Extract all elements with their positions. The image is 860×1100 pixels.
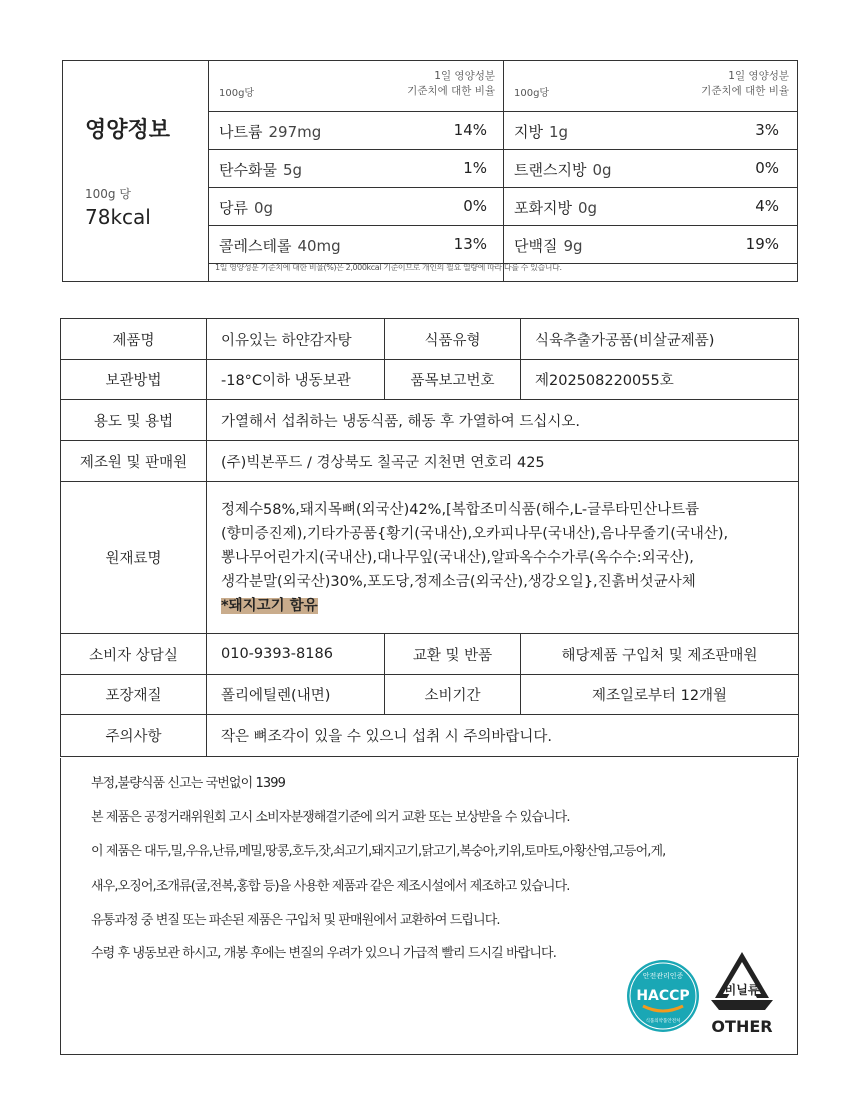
table-row [61,400,799,441]
nutrition-column-left [209,61,504,281]
column-header [209,61,503,112]
table-row [61,715,799,757]
caution: 작은 뼈조각이 있을 수 있으니 섭취 시 주의바랍니다. [207,715,799,757]
svg-text:비닐류: 비닐류 [724,983,760,997]
product-name: 이유있는 하얀감자탕 [207,319,385,360]
ingredients-line: (향미증진제),기타가공품{황기(국내산),오카피나무(국내산),음나무줄기(국내산), [221,525,729,542]
consumer-phone: 010-9393-8186 [207,634,385,675]
storage: -18°C이하 냉동보관 [207,360,385,400]
allergen-highlight: *돼지고기 함유 [221,597,318,614]
column-dv-label: 1일 영양성분 기준치에 대한 비율 [701,70,789,97]
ingredients-line: 생각분말(외국산)30%,포도당,정제소금(외국산),생강오일},진흙버섯균사체 [221,573,696,590]
food-type-label: 식품유형 [385,319,521,360]
table-row [61,634,799,675]
food-type: 식육추출가공품(비살균제품) [521,319,799,360]
notice-line: 수령 후 냉동보관 하시고, 개봉 후에는 변질의 우려가 있으니 가급적 빨리 드시길 바랍니다. [91,946,556,961]
ingredients-line: 정제수58%,돼지목뼈(외국산)42%,[복합조미식품(해수,L-글루타민산나트륨 [221,501,700,518]
consumer-label: 소비자 상담실 [61,634,207,675]
svg-text:안전관리인증: 안전관리인증 [642,972,684,980]
nutrient-row: 지방 1g 3% [504,112,797,150]
nutrition-column-right [504,61,797,281]
exchange: 해당제품 구입처 및 제조판매원 [521,634,799,675]
recycle-icon [707,948,777,1038]
notice-line: 새우,오징어,조개류(굴,전복,홍합 등)을 사용한 제품과 같은 제조시설에서 제조하고 있습니다. [91,879,570,894]
haccp-logo [625,958,701,1034]
nutrition-title: 영양정보 [85,118,171,143]
report-number: 제202508220055호 [521,360,799,400]
exchange-label: 교환 및 반품 [385,634,521,675]
table-row [61,482,799,634]
caution-label: 주의사항 [61,715,207,757]
product-name-label: 제품명 [61,319,207,360]
report-number-label: 품목보고번호 [385,360,521,400]
notice-line: 이 제품은 대두,밀,우유,난류,메밀,땅콩,호두,잣,쇠고기,돼지고기,닭고기,복숭아,키위,토마토,아황산염,고등어,게, [91,844,666,859]
nutrient-row: 트랜스지방 0g 0% [504,150,797,188]
table-row [61,441,799,482]
shelf-life-label: 소비기간 [385,675,521,715]
svg-text:OTHER: OTHER [711,1017,773,1036]
ingredients-line: 뽕나무어린가지(국내산),대나무잎(국내산),알파옥수수가루(옥수수:외국산), [221,549,694,566]
maker-label: 제조원 및 판매원 [61,441,207,482]
nutrient-row: 포화지방 0g 4% [504,188,797,226]
notice-line: 본 제품은 공정거래위원회 고시 소비자분쟁해결기준에 의거 교환 또는 보상받을 수 있습니다. [91,810,570,825]
ingredients-label: 원재료명 [61,482,207,634]
nutrient-row: 당류 0g 0% [209,188,503,226]
nutrient-row: 나트륨 297mg 14% [209,112,503,150]
calories: 78kcal [85,205,151,229]
nutrition-facts-box [62,60,798,282]
nutrition-footnote: 1일 영양성분 기준치에 대한 비율(%)은 2,000kcal 기준이므로 개인의 필요 열량에 따라 다를 수 있습니다. [215,263,562,272]
nutrient-row: 탄수화물 5g 1% [209,150,503,188]
column-per-label: 100g당 [514,88,550,99]
shelf-life: 제조일로부터 12개월 [521,675,799,715]
packaging-label: 포장재질 [61,675,207,715]
packaging: 폴리에틸렌(내면) [207,675,385,715]
svg-text:HACCP: HACCP [636,988,690,1004]
column-dv-label: 1일 영양성분 기준치에 대한 비율 [407,70,495,97]
serving-size: 100g 당 [85,187,131,201]
nutrient-row: 단백질 9g 19% [504,226,797,264]
usage: 가열해서 섭취하는 냉동식품, 해동 후 가열하여 드십시오. [207,400,799,441]
column-per-label: 100g당 [219,88,255,99]
product-info-table [60,318,799,757]
maker: (주)빅본푸드 / 경상북도 칠곡군 지천면 연호리 425 [207,441,799,482]
notice-line: 유통과정 중 변질 또는 파손된 제품은 구입처 및 판매원에서 교환하여 드립니다. [91,913,500,928]
column-header [504,61,797,112]
table-row [61,675,799,715]
table-row [61,360,799,400]
nutrient-row: 콜레스테롤 40mg 13% [209,226,503,264]
notice-line: 부정,불량식품 신고는 국번없이 1399 [91,776,285,791]
ingredients [207,482,799,634]
storage-label: 보관방법 [61,360,207,400]
svg-text:식품의약품안전처: 식품의약품안전처 [645,1019,681,1024]
usage-label: 용도 및 용법 [61,400,207,441]
nutrition-summary [63,61,209,281]
table-row [61,319,799,360]
